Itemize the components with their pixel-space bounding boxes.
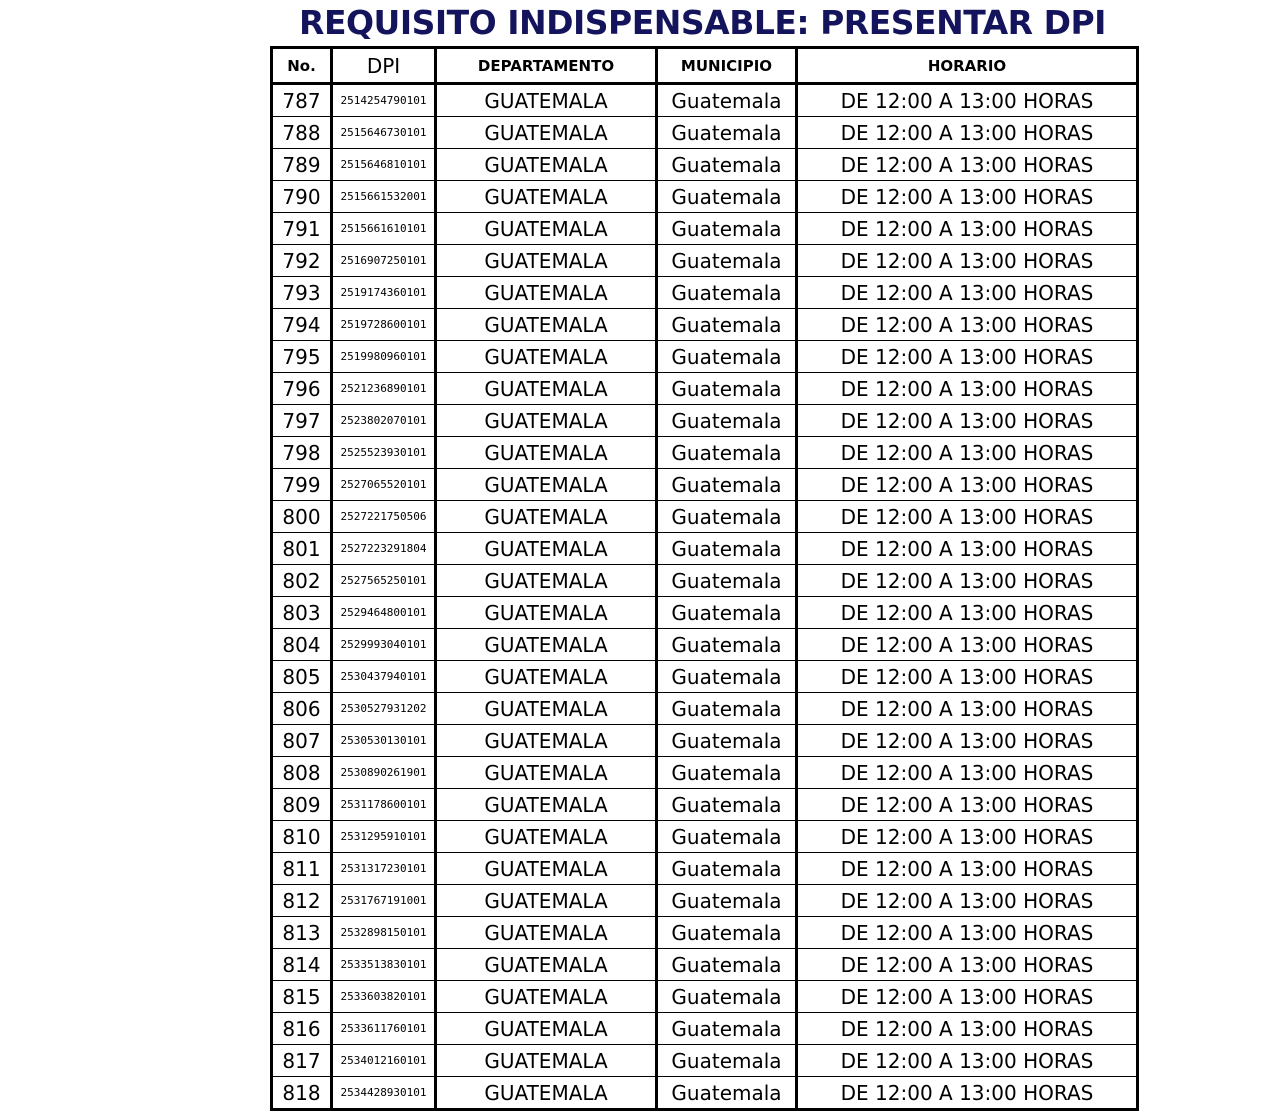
cell-horario: DE 12:00 A 13:00 HORAS [797,117,1138,149]
cell-no: 796 [272,373,332,405]
cell-dpi: 2532898150101 [332,917,436,949]
cell-horario: DE 12:00 A 13:00 HORAS [797,84,1138,117]
cell-departamento: GUATEMALA [436,725,657,757]
cell-no: 806 [272,693,332,725]
table-row [272,277,1138,309]
table-row [272,789,1138,821]
cell-horario: DE 12:00 A 13:00 HORAS [797,757,1138,789]
cell-horario: DE 12:00 A 13:00 HORAS [797,949,1138,981]
cell-municipio: Guatemala [657,341,797,373]
table-row [272,309,1138,341]
cell-departamento: GUATEMALA [436,277,657,309]
table-row [272,84,1138,117]
cell-departamento: GUATEMALA [436,629,657,661]
cell-horario: DE 12:00 A 13:00 HORAS [797,469,1138,501]
cell-horario: DE 12:00 A 13:00 HORAS [797,309,1138,341]
cell-no: 795 [272,341,332,373]
table-row [272,533,1138,565]
cell-dpi: 2527221750506 [332,501,436,533]
cell-departamento: GUATEMALA [436,181,657,213]
cell-departamento: GUATEMALA [436,757,657,789]
cell-dpi: 2531178600101 [332,789,436,821]
cell-municipio: Guatemala [657,84,797,117]
cell-horario: DE 12:00 A 13:00 HORAS [797,213,1138,245]
cell-no: 816 [272,1013,332,1045]
table-row [272,213,1138,245]
cell-departamento: GUATEMALA [436,949,657,981]
roster-body [272,84,1138,1110]
cell-no: 807 [272,725,332,757]
column-header-departamento: DEPARTAMENTO [436,48,657,84]
cell-no: 810 [272,821,332,853]
cell-municipio: Guatemala [657,949,797,981]
cell-municipio: Guatemala [657,405,797,437]
cell-municipio: Guatemala [657,213,797,245]
cell-dpi: 2530890261901 [332,757,436,789]
cell-no: 787 [272,84,332,117]
table-row [272,181,1138,213]
cell-no: 814 [272,949,332,981]
cell-dpi: 2530530130101 [332,725,436,757]
cell-departamento: GUATEMALA [436,1077,657,1110]
cell-departamento: GUATEMALA [436,117,657,149]
table-row [272,469,1138,501]
cell-horario: DE 12:00 A 13:00 HORAS [797,341,1138,373]
cell-dpi: 2523802070101 [332,405,436,437]
cell-departamento: GUATEMALA [436,917,657,949]
cell-no: 805 [272,661,332,693]
column-header-horario: HORARIO [797,48,1138,84]
cell-municipio: Guatemala [657,789,797,821]
cell-horario: DE 12:00 A 13:00 HORAS [797,533,1138,565]
cell-no: 815 [272,981,332,1013]
table-row [272,149,1138,181]
cell-municipio: Guatemala [657,149,797,181]
table-row [272,725,1138,757]
cell-municipio: Guatemala [657,981,797,1013]
cell-departamento: GUATEMALA [436,1045,657,1077]
cell-dpi: 2515646730101 [332,117,436,149]
column-header-municipio: MUNICIPIO [657,48,797,84]
cell-no: 791 [272,213,332,245]
table-row [272,693,1138,725]
cell-horario: DE 12:00 A 13:00 HORAS [797,1013,1138,1045]
cell-departamento: GUATEMALA [436,501,657,533]
cell-departamento: GUATEMALA [436,373,657,405]
table-row [272,917,1138,949]
cell-no: 800 [272,501,332,533]
cell-departamento: GUATEMALA [436,597,657,629]
cell-municipio: Guatemala [657,181,797,213]
cell-no: 804 [272,629,332,661]
cell-no: 812 [272,885,332,917]
table-row [272,981,1138,1013]
cell-dpi: 2529464800101 [332,597,436,629]
cell-departamento: GUATEMALA [436,405,657,437]
cell-departamento: GUATEMALA [436,309,657,341]
column-header-dpi: DPI [332,48,436,84]
cell-departamento: GUATEMALA [436,149,657,181]
cell-dpi: 2533611760101 [332,1013,436,1045]
cell-no: 789 [272,149,332,181]
cell-horario: DE 12:00 A 13:00 HORAS [797,565,1138,597]
cell-municipio: Guatemala [657,1013,797,1045]
table-row [272,597,1138,629]
cell-municipio: Guatemala [657,725,797,757]
cell-municipio: Guatemala [657,597,797,629]
cell-horario: DE 12:00 A 13:00 HORAS [797,277,1138,309]
cell-departamento: GUATEMALA [436,469,657,501]
table-row [272,437,1138,469]
cell-departamento: GUATEMALA [436,533,657,565]
cell-horario: DE 12:00 A 13:00 HORAS [797,885,1138,917]
cell-dpi: 2534012160101 [332,1045,436,1077]
roster-table [270,46,1139,1111]
cell-dpi: 2525523930101 [332,437,436,469]
cell-horario: DE 12:00 A 13:00 HORAS [797,373,1138,405]
cell-municipio: Guatemala [657,661,797,693]
cell-dpi: 2530437940101 [332,661,436,693]
cell-departamento: GUATEMALA [436,853,657,885]
cell-departamento: GUATEMALA [436,661,657,693]
cell-horario: DE 12:00 A 13:00 HORAS [797,1077,1138,1110]
cell-dpi: 2515661532001 [332,181,436,213]
table-row [272,1077,1138,1110]
cell-municipio: Guatemala [657,469,797,501]
cell-no: 802 [272,565,332,597]
table-row [272,117,1138,149]
cell-dpi: 2531317230101 [332,853,436,885]
cell-horario: DE 12:00 A 13:00 HORAS [797,437,1138,469]
table-row [272,245,1138,277]
cell-municipio: Guatemala [657,533,797,565]
cell-departamento: GUATEMALA [436,981,657,1013]
cell-departamento: GUATEMALA [436,213,657,245]
cell-dpi: 2527223291804 [332,533,436,565]
cell-horario: DE 12:00 A 13:00 HORAS [797,917,1138,949]
cell-departamento: GUATEMALA [436,245,657,277]
cell-no: 788 [272,117,332,149]
cell-dpi: 2519174360101 [332,277,436,309]
cell-dpi: 2533603820101 [332,981,436,1013]
cell-no: 798 [272,437,332,469]
cell-municipio: Guatemala [657,757,797,789]
cell-municipio: Guatemala [657,693,797,725]
cell-municipio: Guatemala [657,917,797,949]
cell-municipio: Guatemala [657,117,797,149]
table-row [272,501,1138,533]
cell-dpi: 2521236890101 [332,373,436,405]
cell-horario: DE 12:00 A 13:00 HORAS [797,693,1138,725]
table-row [272,885,1138,917]
cell-horario: DE 12:00 A 13:00 HORAS [797,789,1138,821]
cell-municipio: Guatemala [657,277,797,309]
cell-horario: DE 12:00 A 13:00 HORAS [797,629,1138,661]
table-row [272,853,1138,885]
cell-municipio: Guatemala [657,565,797,597]
cell-horario: DE 12:00 A 13:00 HORAS [797,405,1138,437]
cell-no: 817 [272,1045,332,1077]
cell-dpi: 2530527931202 [332,693,436,725]
cell-dpi: 2531295910101 [332,821,436,853]
cell-no: 790 [272,181,332,213]
cell-municipio: Guatemala [657,501,797,533]
cell-horario: DE 12:00 A 13:00 HORAS [797,661,1138,693]
cell-municipio: Guatemala [657,885,797,917]
cell-no: 793 [272,277,332,309]
cell-no: 818 [272,1077,332,1110]
cell-dpi: 2533513830101 [332,949,436,981]
cell-horario: DE 12:00 A 13:00 HORAS [797,245,1138,277]
cell-horario: DE 12:00 A 13:00 HORAS [797,501,1138,533]
cell-dpi: 2527065520101 [332,469,436,501]
cell-departamento: GUATEMALA [436,437,657,469]
cell-no: 811 [272,853,332,885]
cell-departamento: GUATEMALA [436,789,657,821]
cell-dpi: 2514254790101 [332,84,436,117]
cell-dpi: 2515661610101 [332,213,436,245]
table-row [272,405,1138,437]
cell-municipio: Guatemala [657,373,797,405]
cell-dpi: 2531767191001 [332,885,436,917]
cell-departamento: GUATEMALA [436,341,657,373]
cell-horario: DE 12:00 A 13:00 HORAS [797,853,1138,885]
cell-horario: DE 12:00 A 13:00 HORAS [797,597,1138,629]
page-title: REQUISITO INDISPENSABLE: PRESENTAR DPI [299,3,1106,42]
cell-dpi: 2529993040101 [332,629,436,661]
cell-municipio: Guatemala [657,629,797,661]
cell-horario: DE 12:00 A 13:00 HORAS [797,1045,1138,1077]
table-row [272,757,1138,789]
cell-no: 794 [272,309,332,341]
cell-no: 813 [272,917,332,949]
table-row [272,1045,1138,1077]
cell-dpi: 2515646810101 [332,149,436,181]
cell-no: 808 [272,757,332,789]
cell-departamento: GUATEMALA [436,1013,657,1045]
cell-horario: DE 12:00 A 13:00 HORAS [797,725,1138,757]
table-row [272,949,1138,981]
cell-no: 809 [272,789,332,821]
cell-no: 801 [272,533,332,565]
cell-departamento: GUATEMALA [436,693,657,725]
cell-horario: DE 12:00 A 13:00 HORAS [797,981,1138,1013]
table-row [272,1013,1138,1045]
cell-dpi: 2519980960101 [332,341,436,373]
table-row [272,565,1138,597]
cell-municipio: Guatemala [657,821,797,853]
cell-dpi: 2534428930101 [332,1077,436,1110]
table-row [272,373,1138,405]
cell-departamento: GUATEMALA [436,821,657,853]
table-row [272,629,1138,661]
cell-dpi: 2527565250101 [332,565,436,597]
cell-municipio: Guatemala [657,1045,797,1077]
cell-departamento: GUATEMALA [436,885,657,917]
cell-no: 792 [272,245,332,277]
cell-municipio: Guatemala [657,309,797,341]
cell-horario: DE 12:00 A 13:00 HORAS [797,149,1138,181]
cell-horario: DE 12:00 A 13:00 HORAS [797,181,1138,213]
cell-horario: DE 12:00 A 13:00 HORAS [797,821,1138,853]
table-row [272,661,1138,693]
cell-dpi: 2516907250101 [332,245,436,277]
column-header-no: No. [272,48,332,84]
cell-municipio: Guatemala [657,245,797,277]
cell-departamento: GUATEMALA [436,84,657,117]
header-row [272,48,1138,84]
cell-municipio: Guatemala [657,1077,797,1110]
cell-departamento: GUATEMALA [436,565,657,597]
cell-dpi: 2519728600101 [332,309,436,341]
cell-no: 799 [272,469,332,501]
table-row [272,821,1138,853]
cell-no: 797 [272,405,332,437]
cell-no: 803 [272,597,332,629]
cell-municipio: Guatemala [657,853,797,885]
cell-municipio: Guatemala [657,437,797,469]
table-row [272,341,1138,373]
